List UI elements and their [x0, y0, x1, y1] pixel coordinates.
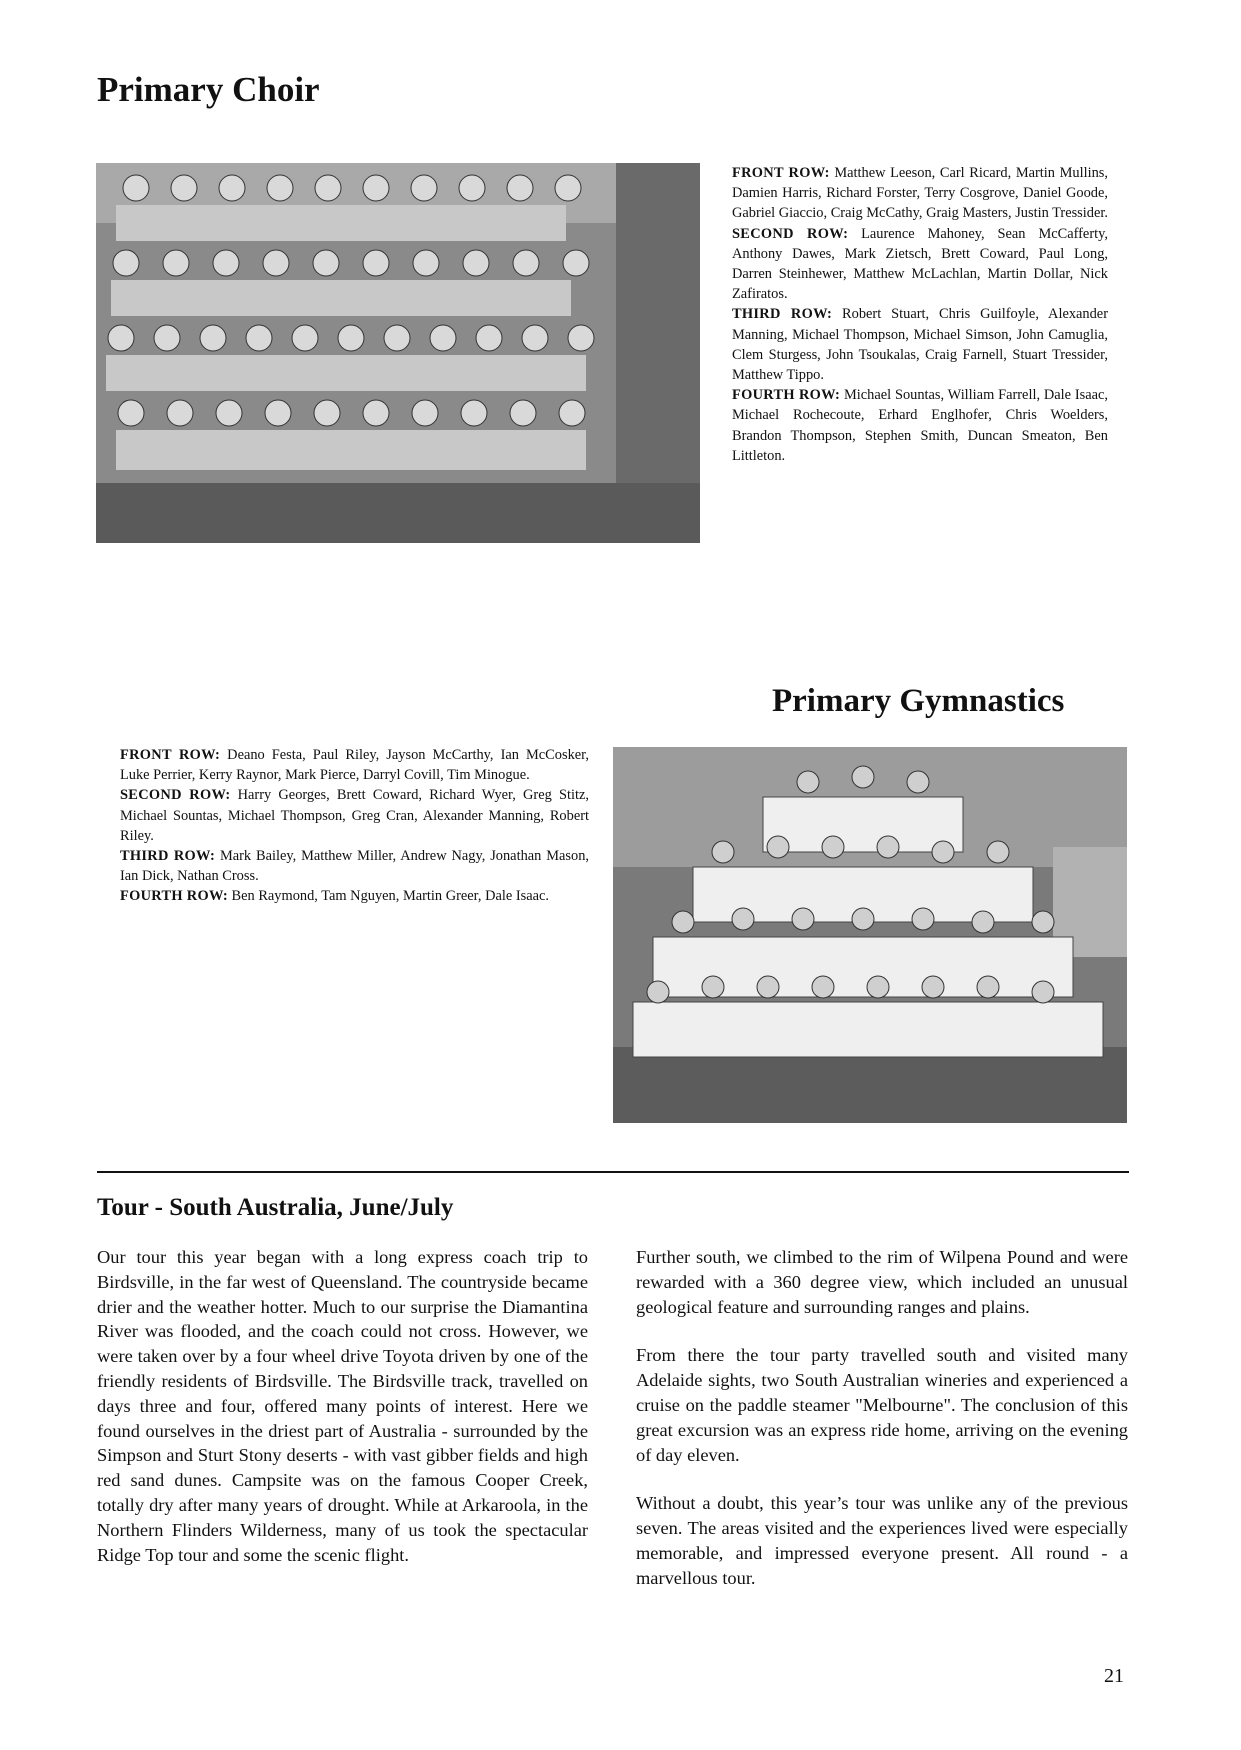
- choir-row-fourth: FOURTH ROW: Michael Sountas, William Farrell, Dale Isaac, Michael Rochecoute, Erhard Englhofer, Chris Woelders, Brandon Thompson, Stephen Smith, Duncan Smeaton, Ben Littleton.: [732, 387, 1108, 464]
- gymnastics-group-photo: [613, 747, 1127, 1123]
- gym-row-front: FRONT ROW: Deano Festa, Paul Riley, Jayson McCarthy, Ian McCosker, Luke Perrier, Kerry Raynor, Mark Pierce, Darryl Covill, Tim Minogue.: [120, 747, 589, 784]
- gym-row-fourth: FOURTH ROW: Ben Raymond, Tam Nguyen, Martin Greer, Dale Isaac.: [120, 888, 549, 905]
- tour-paragraph: Our tour this year began with a long express coach trip to Birdsville, in the far west of Queensland. The countryside became drier and the weather hotter. Much to our surprise the Diamantina River was flooded, and the coach could not cross. However, we were taken over by a four wheel drive Toyota driven by one of the friendly residents of Birdsville. The Birdsville track, travelled on days three and four, offered many points of interest. Here we found ourselves in the driest part of Australia - surrounded by the Simpson and Sturt Stony deserts - with vast gibber fields and high red sand dunes. Campsite was on the famous Cooper Creek, totally dry after many years of drought. While at Arkaroola, in the Northern Flinders Wilderness, many of us took the spectacular Ridge Top tour and some the scenic flight.: [97, 1247, 588, 1565]
- tour-heading: Tour - South Australia, June/July: [97, 1194, 454, 1221]
- gymnastics-photo-illustration: [613, 747, 1127, 1123]
- choir-caption: [732, 163, 1108, 466]
- tour-right-column: [636, 1245, 1128, 1615]
- gymnastics-caption: [120, 745, 589, 907]
- choir-photo-illustration: [96, 163, 700, 543]
- page-number: 21: [1104, 1665, 1124, 1687]
- section-divider: [97, 1171, 1129, 1173]
- gym-row-second: SECOND ROW: Harry Georges, Brett Coward, Richard Wyer, Greg Stitz, Michael Sountas, Michael Thompson, Greg Cran, Alexander Manning, Robert Riley.: [120, 787, 589, 844]
- tour-paragraph: Further south, we climbed to the rim of Wilpena Pound and were rewarded with a 360 degree view, which included an unusual geological feature and surrounding ranges and plains.: [636, 1247, 1128, 1317]
- choir-group-photo: [96, 163, 700, 543]
- gymnastics-heading: Primary Gymnastics: [772, 683, 1065, 719]
- gym-row-third: THIRD ROW: Mark Bailey, Matthew Miller, Andrew Nagy, Jonathan Mason, Ian Dick, Nathan Cross.: [120, 848, 589, 885]
- choir-row-third: THIRD ROW: Robert Stuart, Chris Guilfoyle, Alexander Manning, Michael Thompson, Michael Simson, John Camuglia, Clem Sturgess, John Tsoukalas, Craig Farnell, Stuart Tressider, Matthew Tippo.: [732, 306, 1108, 384]
- tour-paragraph: From there the tour party travelled south and visited many Adelaide sights, two South Australian wineries and experienced a cruise on the paddle steamer "Melbourne". The conclusion of this great excursion was an express ride home, arriving on the evening of day eleven.: [636, 1345, 1128, 1465]
- choir-row-second: SECOND ROW: Laurence Mahoney, Sean McCafferty, Anthony Dawes, Mark Zietsch, Brett Coward, Paul Long, Darren Steinhewer, Matthew McLachlan, Martin Dollar, Nick Zafiratos.: [732, 225, 1108, 303]
- tour-left-column: [97, 1245, 588, 1591]
- tour-paragraph: Without a doubt, this year’s tour was unlike any of the previous seven. The areas visited and the experiences lived were especially memorable, and impressed everyone present. All round - a marvellous tour.: [636, 1493, 1128, 1588]
- choir-heading: Primary Choir: [97, 70, 320, 109]
- choir-row-front: FRONT ROW: Matthew Leeson, Carl Ricard, Martin Mullins, Damien Harris, Richard Forster, Terry Cosgrove, Daniel Goode, Gabriel Giaccio, Craig McCathy, Graig Masters, Justin Tressider.: [732, 165, 1108, 222]
